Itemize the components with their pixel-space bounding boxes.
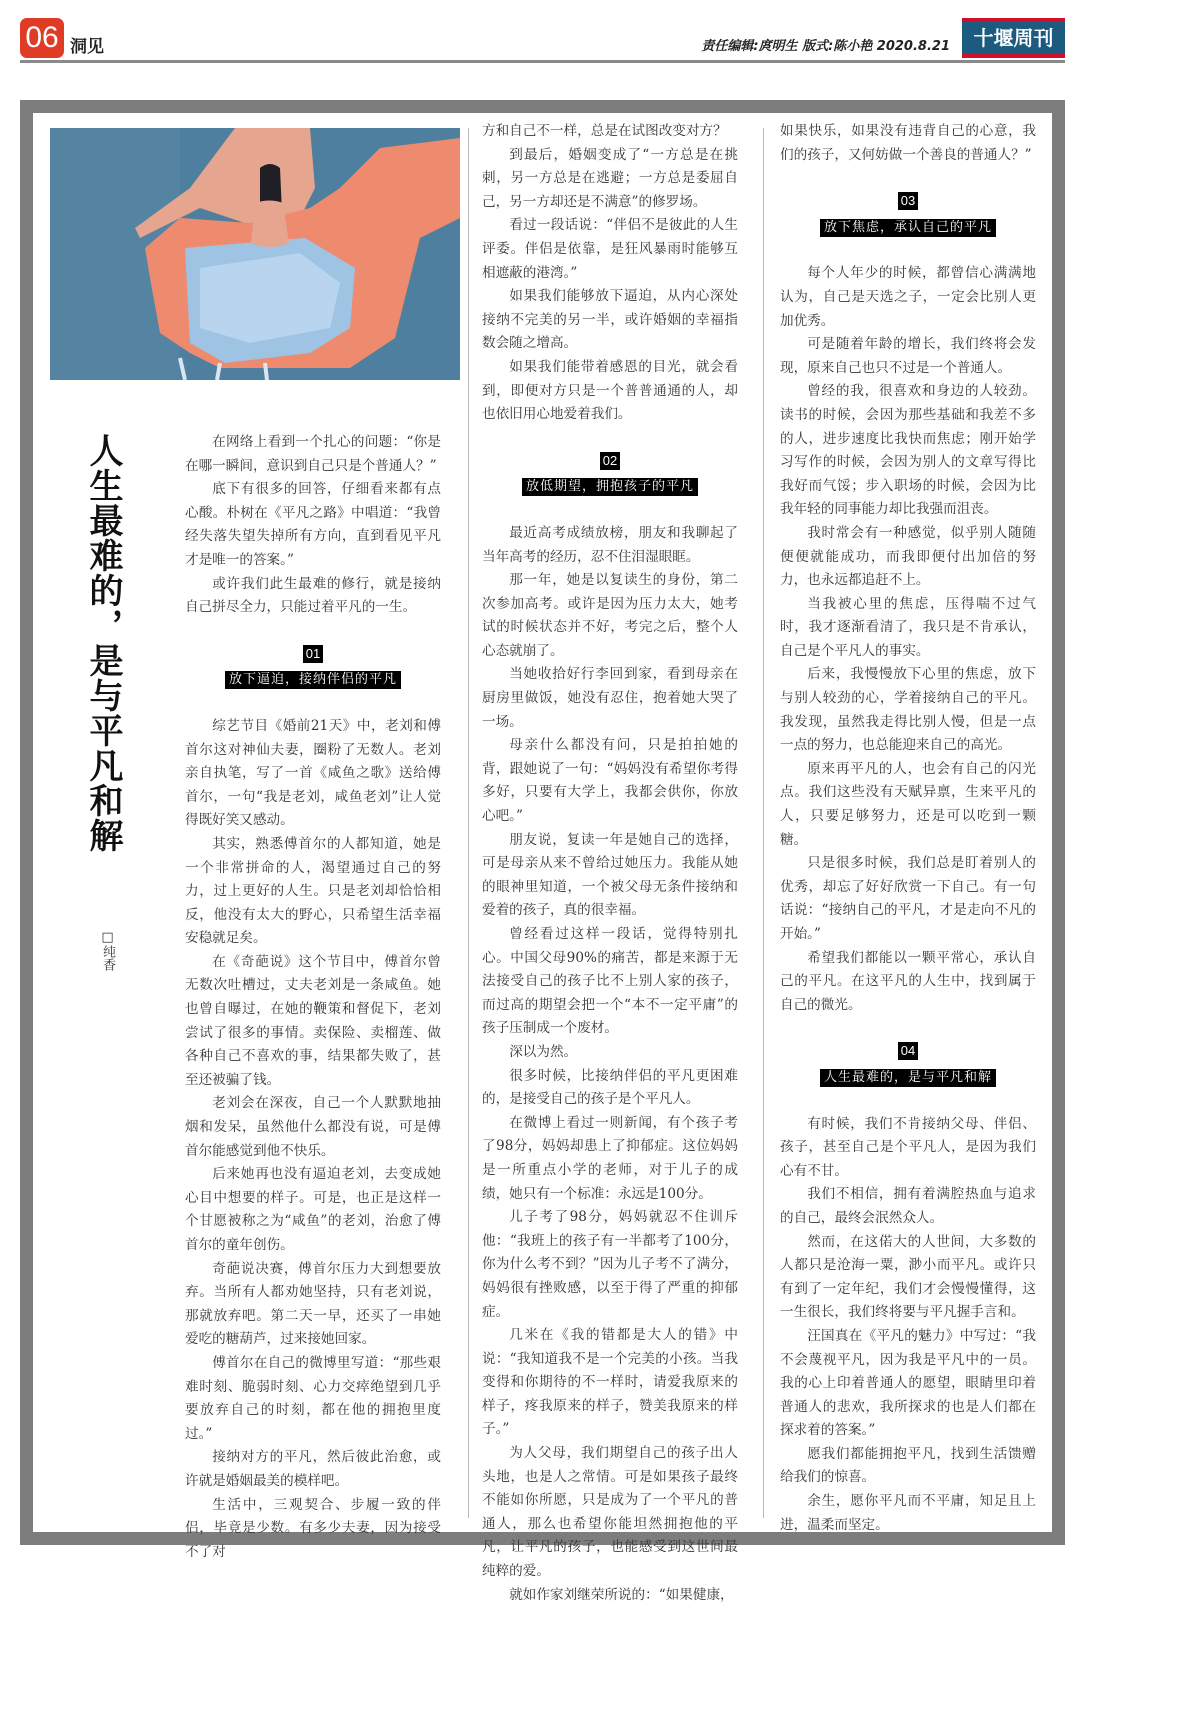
- paragraph: 方和自己不一样，总是在试图改变对方？: [482, 123, 727, 139]
- paragraph: 几米在《我的错都是大人的错》中说：“我知道我不是一个完美的小孩。当我变得和你期待的不一样时，请爱我原来的样子，疼我原来的样子，赞美我原来的样子。”: [482, 1327, 738, 1438]
- section-title: 放下逼迫，接纳伴侣的平凡: [225, 671, 401, 689]
- paragraph: 朋友说，复读一年是她自己的选择，可是母亲从来不曾给过她压力。我能从她的眼神里知道，一个被父母无条件接纳和爱着的孩子，真的很幸福。: [482, 831, 738, 919]
- paragraph: 只是很多时候，我们总是盯着别人的优秀，却忘了好好欣赏一下自己。有一句话说：“接纳自己的平凡，才是走向不凡的开始。”: [780, 855, 1036, 942]
- paragraph: 如果我们能带着感恩的目光，就会看到，即便对方只是一个普普通通的人，却也依旧用心地爱着我们。: [482, 358, 738, 423]
- paragraph: 曾经的我，很喜欢和身边的人较劲。读书的时候，会因为那些基础和我差不多的人，进步速度比我快而焦虑；刚开始学习写作的时候，会因为别人的文章写得比我好而气馁；步入职场的时候，会因为比我年轻的同事能力却比我强而沮丧。: [780, 383, 1036, 518]
- paragraph: 然而，在这偌大的人世间，大多数的人都只是沧海一粟，渺小而平凡。或许只有到了一定年纪，我们才会慢慢懂得，这一生很长，我们终将要与平凡握手言和。: [780, 1233, 1036, 1321]
- paragraph: 在微博上看过一则新闻，有个孩子考了98分，妈妈却患上了抑郁症。这位妈妈是一所重点小学的老师，对于儿子的成绩，她只有一个标准：永远是100分。: [482, 1114, 738, 1202]
- article-illustration: [50, 128, 460, 380]
- section-heading: [780, 190, 1036, 239]
- section-title: 放低期望，拥抱孩子的平凡: [522, 478, 698, 496]
- header-rule: [20, 60, 1065, 63]
- paragraph: 在网络上看到一个扎心的问题：“你是在哪一瞬间，意识到自己只是个普通人？”: [185, 434, 441, 474]
- article-column-1: [185, 431, 441, 1564]
- paragraph: 如果我们能够放下逼迫，从内心深处接纳不完美的另一半，或许婚姻的幸福指数会随之增高。: [482, 288, 738, 352]
- paragraph: 如果快乐，如果没有违背自己的心意，我们的孩子，又何妨做一个善良的普通人？”: [780, 123, 1036, 163]
- section-number: 02: [600, 452, 620, 470]
- paragraph: 那一年，她是以复读生的身份，第二次参加高考。或许是因为压力太大，她考试的时候状态并不好，考完之后，整个人心态就崩了。: [482, 572, 738, 659]
- paragraph: 到最后，婚姻变成了“一方总是在挑刺，另一方总是在逃避；一方总是委屈自己，另一方却还是不满意”的修罗场。: [482, 146, 738, 210]
- paragraph: 希望我们都能以一颗平常心，承认自己的平凡。在这平凡的人生中，找到属于自己的微光。: [780, 949, 1036, 1013]
- newspaper-logo: 十堰周刊: [962, 18, 1065, 58]
- paragraph: 每个人年少的时候，都曾信心满满地认为，自己是天选之子，一定会比别人更加优秀。: [780, 265, 1036, 329]
- editor-credits: 责任编辑:庹明生 版式:陈小艳 2020.8.21: [701, 39, 950, 54]
- section-title: 放下焦虑，承认自己的平凡: [820, 219, 996, 237]
- section-number: 04: [898, 1042, 918, 1060]
- paragraph: 后来她再也没有逼迫老刘，去变成她心目中想要的样子。可是，也正是这样一个甘愿被称之为“咸鱼”的老刘，治愈了傅首尔的童年创伤。: [185, 1166, 441, 1253]
- article-column-3: [780, 120, 1036, 1537]
- paragraph: 就如作家刘继荣所说的：“如果健康，: [509, 1586, 734, 1603]
- paragraph: 综艺节目《婚前21天》中，老刘和傅首尔这对神仙夫妻，圈粉了无数人。老刘亲自执笔，写了一首《咸鱼之歌》送给傅首尔，一句“我是老刘，咸鱼老刘”让人觉得既好笑又感动。: [185, 717, 441, 829]
- paragraph: 深以为然。: [509, 1043, 578, 1060]
- paragraph: 其实，熟悉傅首尔的人都知道，她是一个非常拼命的人，渴望通过自己的努力，过上更好的人生。只是老刘却恰恰相反，他没有太大的野心，只希望生活幸福安稳就足矣。: [185, 835, 441, 947]
- paragraph: 原来再平凡的人，也会有自己的闪光点。我们这些没有天赋异禀，生来平凡的人，只要足够努力，还是可以吃到一颗糖。: [780, 760, 1036, 848]
- paragraph: 老刘会在深夜，自己一个人默默地抽烟和发呆，虽然他什么都没有说，可是傅首尔能感觉到他不快乐。: [185, 1095, 441, 1159]
- paragraph: 汪国真在《平凡的魅力》中写过：“我不会蔑视平凡，因为我是平凡中的一员。我的心上印着普通人的愿望，眼睛里印着普通人的悲欢，我所探求的也是人们都在探求着的答案。”: [780, 1327, 1036, 1439]
- paragraph: 底下有很多的回答，仔细看来都有点心酸。朴树在《平凡之路》中唱道：“我曾经失落失望失掉所有方向，直到看见平凡才是唯一的答案。”: [185, 481, 441, 568]
- column-divider: [468, 128, 469, 1518]
- article-column-2: [482, 120, 738, 1607]
- section-name: 洞见: [70, 37, 104, 57]
- paragraph: 生活中，三观契合、步履一致的伴侣，毕竟是少数。有多少夫妻，因为接受不了对: [185, 1496, 441, 1560]
- paragraph: 在《奇葩说》这个节目中，傅首尔曾无数次吐槽过，丈夫老刘是一条咸鱼。她也曾自曝过，在她的鞭策和督促下，老刘尝试了很多的事情。卖保险、卖榴莲、做各种自己不喜欢的事，结果都失败了，甚至还被骗了钱。: [185, 953, 441, 1088]
- paragraph: 当她收拾好行李回到家，看到母亲在厨房里做饭，她没有忍住，抱着她大哭了一场。: [482, 666, 738, 730]
- column-divider: [763, 128, 764, 1518]
- paragraph: 愿我们都能拥抱平凡，找到生活馈赠给我们的惊喜。: [780, 1445, 1036, 1486]
- article-title: 人生最难的，是与平凡和解: [83, 433, 123, 853]
- section-heading: [482, 450, 738, 499]
- paragraph: 曾经看过这样一段话，觉得特别扎心。中国父母90%的痛苦，都是来源于无法接受自己的孩子比不上别人家的孩子，而过高的期望会把一个“本不一定平庸”的孩子压制成一个废材。: [482, 926, 738, 1037]
- paragraph: 看过一段话说：“伴侣不是彼此的人生评委。伴侣是依靠，是狂风暴雨时能够互相遮蔽的港湾。”: [482, 217, 738, 281]
- paragraph: 奇葩说决赛，傅首尔压力大到想要放弃。当所有人都劝她坚持，只有老刘说，那就放弃吧。第二天一早，还买了一串她爱吃的糖葫芦，过来接她回家。: [185, 1260, 441, 1348]
- paragraph: 接纳对方的平凡，然后彼此治愈，或许就是婚姻最美的模样吧。: [185, 1449, 441, 1489]
- page-number-badge: 06: [20, 18, 64, 58]
- paragraph: 余生，愿你平凡而不平庸，知足且上进，温柔而坚定。: [780, 1493, 1036, 1533]
- section-heading: [780, 1040, 1036, 1089]
- paragraph: 儿子考了98分，妈妈就忍不住训斥他：“我班上的孩子有一半都考了100分，你为什么考不到？”因为儿子考不了满分，妈妈很有挫败感，以至于得了严重的抑郁症。: [482, 1209, 738, 1320]
- paragraph: 我时常会有一种感觉，似乎别人随随便便就能成功，而我即便付出加倍的努力，也永远都追赶不上。: [780, 524, 1036, 589]
- paragraph: 我们不相信，拥有着满腔热血与追求的自己，最终会泯然众人。: [780, 1186, 1036, 1226]
- paragraph: 为人父母，我们期望自己的孩子出人头地，也是人之常情。可是如果孩子最终不能如你所愿，只是成为了一个平凡的普通人，那么也希望你能坦然拥抱他的平凡，让平凡的孩子，也能感受到这世间最纯粹的爱。: [482, 1445, 738, 1580]
- paragraph: 后来，我慢慢放下心里的焦虑，放下与别人较劲的心，学着接纳自己的平凡。我发现，虽然我走得比别人慢，但是一点一点的努力，也总能迎来自己的高光。: [780, 666, 1036, 754]
- section-heading: [185, 643, 441, 692]
- paragraph: 可是随着年龄的增长，我们终将会发现，原来自己也只不过是一个普通人。: [780, 336, 1036, 376]
- paragraph: 或许我们此生最难的修行，就是接纳自己拼尽全力，只能过着平凡的一生。: [185, 575, 441, 616]
- paragraph: 当我被心里的焦虑，压得喘不过气时，我才逐渐看清了，我只是不肯承认，自己是个平凡人的事实。: [780, 595, 1036, 659]
- section-number: 01: [303, 645, 323, 663]
- paragraph: 傅首尔在自己的微博里写道：“那些艰难时刻、脆弱时刻、心力交瘁绝望到几乎要放弃自己的时刻，都在他的拥抱里度过。”: [185, 1354, 441, 1442]
- article-byline: □纯香: [100, 930, 115, 971]
- section-number: 03: [898, 192, 918, 210]
- paragraph: 母亲什么都没有问，只是拍拍她的背，跟她说了一句：“妈妈没有希望你考得多好，只要有大学上，我都会供你，你放心吧。”: [482, 737, 738, 825]
- paragraph: 很多时候，比接纳伴侣的平凡更困难的，是接受自己的孩子是个平凡人。: [482, 1067, 738, 1108]
- paragraph: 有时候，我们不肯接纳父母、伴侣、孩子，甚至自己是个平凡人，是因为我们心有不甘。: [780, 1115, 1036, 1179]
- paragraph: 最近高考成绩放榜，朋友和我聊起了当年高考的经历，忍不住泪湿眼眶。: [482, 524, 738, 565]
- section-title: 人生最难的，是与平凡和解: [820, 1069, 996, 1087]
